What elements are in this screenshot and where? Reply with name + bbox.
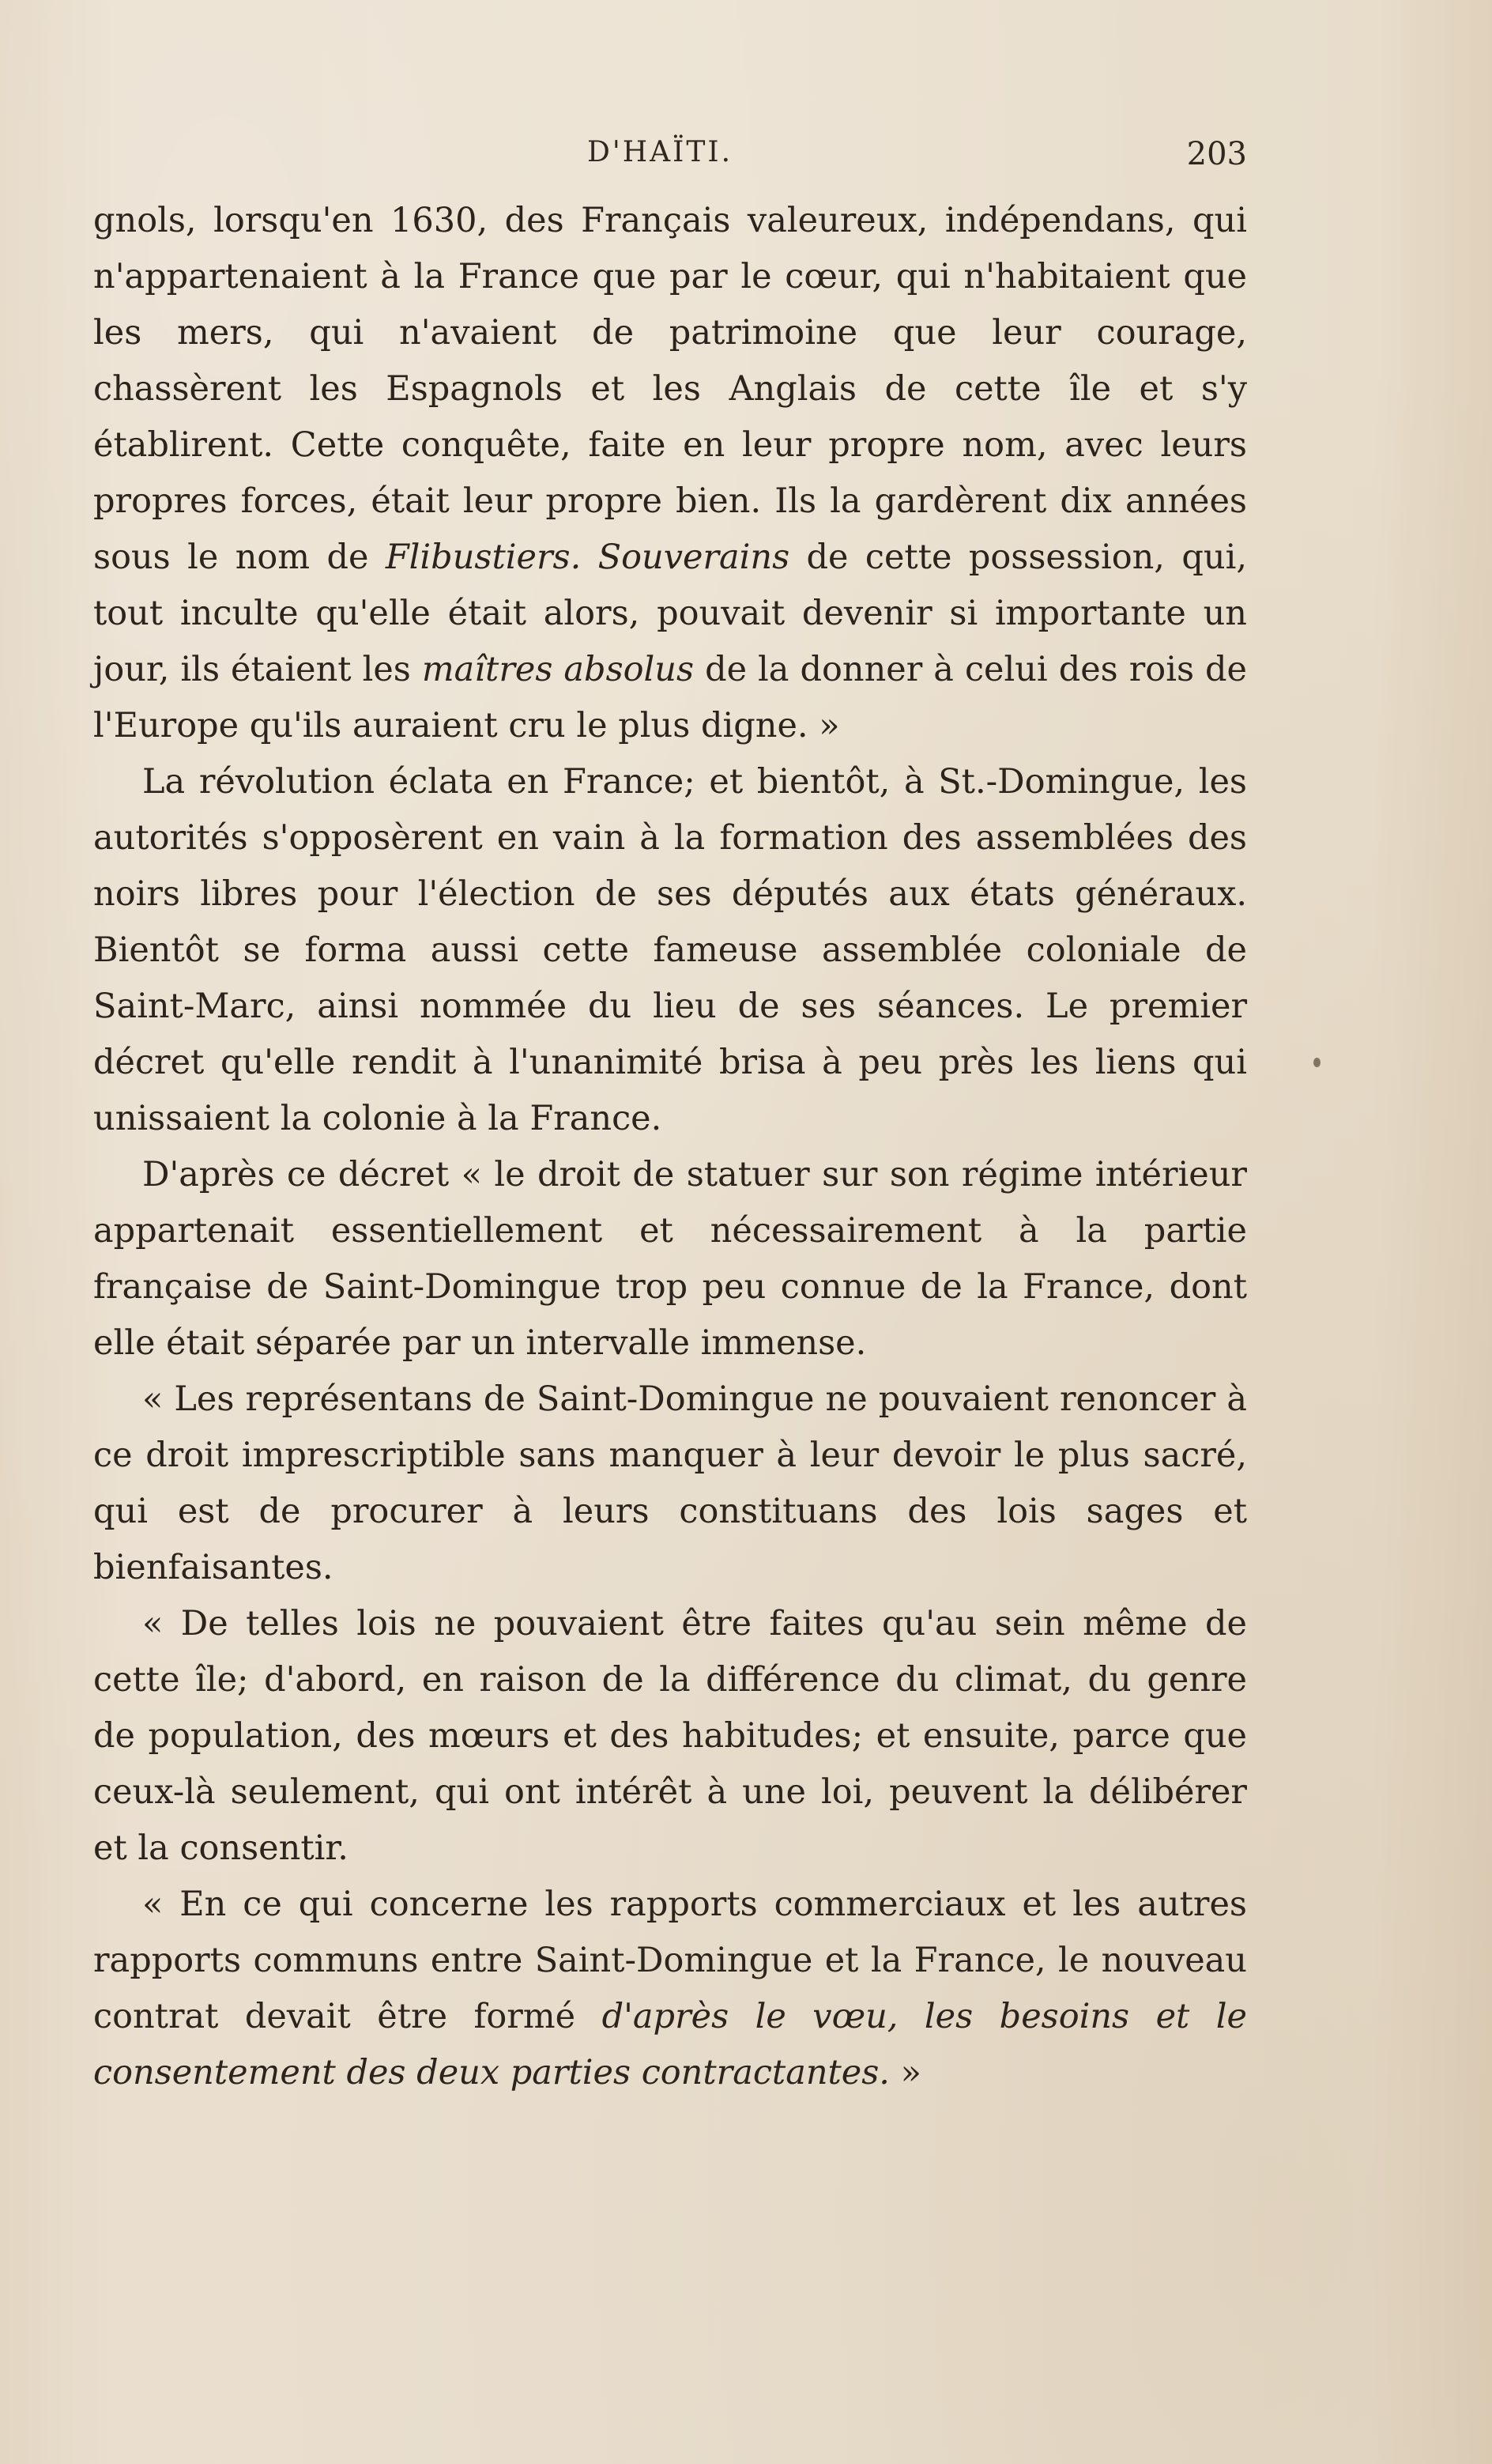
italic-text: d'après le vœu, les besoins et le consentement des deux parties contractantes. xyxy=(93,1997,1247,2092)
paragraph-4 xyxy=(93,1372,1247,1596)
text-run: « Les représentans de Saint-Domingue ne pouvaient renoncer à ce droit imprescriptible sans manquer à leur devoir le plus sacré, qui est de procurer à leurs constituans des lois sages et bienfaisantes. xyxy=(93,1379,1247,1587)
italic-text: Souverains xyxy=(597,538,790,577)
text-run: « En ce qui concerne les rapports commerciaux et les autres rapports communs entre Saint-Domingue et la France, le nouveau contrat devait être formé xyxy=(93,1885,1247,2036)
text-run xyxy=(581,538,597,577)
text-run: » xyxy=(889,2053,921,2092)
paragraph-2 xyxy=(93,754,1247,1147)
paragraph-6 xyxy=(93,1877,1247,2101)
page-header xyxy=(93,136,1247,183)
page-number: 203 xyxy=(1186,136,1247,172)
italic-text: maîtres absolus xyxy=(421,650,695,689)
text-run: D'après ce décret « le droit de statuer sur son régime intérieur appartenait essentiellement et nécessairement à la partie française de Saint-Domingue trop peu connue de la France, dont elle était séparée par un intervalle immense. xyxy=(93,1155,1247,1363)
text-run: « De telles lois ne pouvaient être faites qu'au sein même de cette île; d'abord, en raison de la différence du climat, du genre de population, des mœurs et des habitudes; et ensuite, parce que ceux-là seulement, qui ont intérêt à une loi, peuvent la délibérer et la consentir. xyxy=(93,1604,1247,1868)
ink-spot xyxy=(1313,1058,1321,1067)
text-run: de cette possession, qui, tout inculte qu'elle était alors, pouvait devenir si importante un jour, ils étaient les xyxy=(93,538,1248,689)
paragraph-5 xyxy=(93,1596,1247,1877)
text-run: de la donner à celui des rois de l'Europe qu'ils auraient cru le plus digne. » xyxy=(93,650,1248,745)
text-run: gnols, lorsqu'en 1630, des Français valeureux, indépendans, qui n'appartenaient à la France que par le cœur, qui n'habitaient que les mers, qui n'avaient de patrimoine que leur courage, chassèrent les Espagnols et les Anglais de cette île et s'y établirent. Cette conquête, faite en leur propre nom, avec leurs propres forces, était leur propre bien. Ils la gardèrent dix années sous le nom de xyxy=(93,201,1247,577)
text-run: La révolution éclata en France; et bientôt, à St.-Domingue, les autorités s'opposèrent en vain à la formation des assemblées des noirs libres pour l'élection de ses députés aux états généraux. Bientôt se forma aussi cette fameuse assemblée coloniale de Saint-Marc, ainsi nommée du lieu de ses séances. Le premier décret qu'elle rendit à l'unanimité brisa à peu près les liens qui unissaient la colonie à la France. xyxy=(93,762,1247,1138)
paragraph-3 xyxy=(93,1147,1247,1372)
body-text xyxy=(93,193,1247,2101)
paragraph-1 xyxy=(93,193,1247,754)
italic-text: Flibustiers. xyxy=(385,538,582,577)
running-head: D'HAÏTI. xyxy=(587,136,733,168)
